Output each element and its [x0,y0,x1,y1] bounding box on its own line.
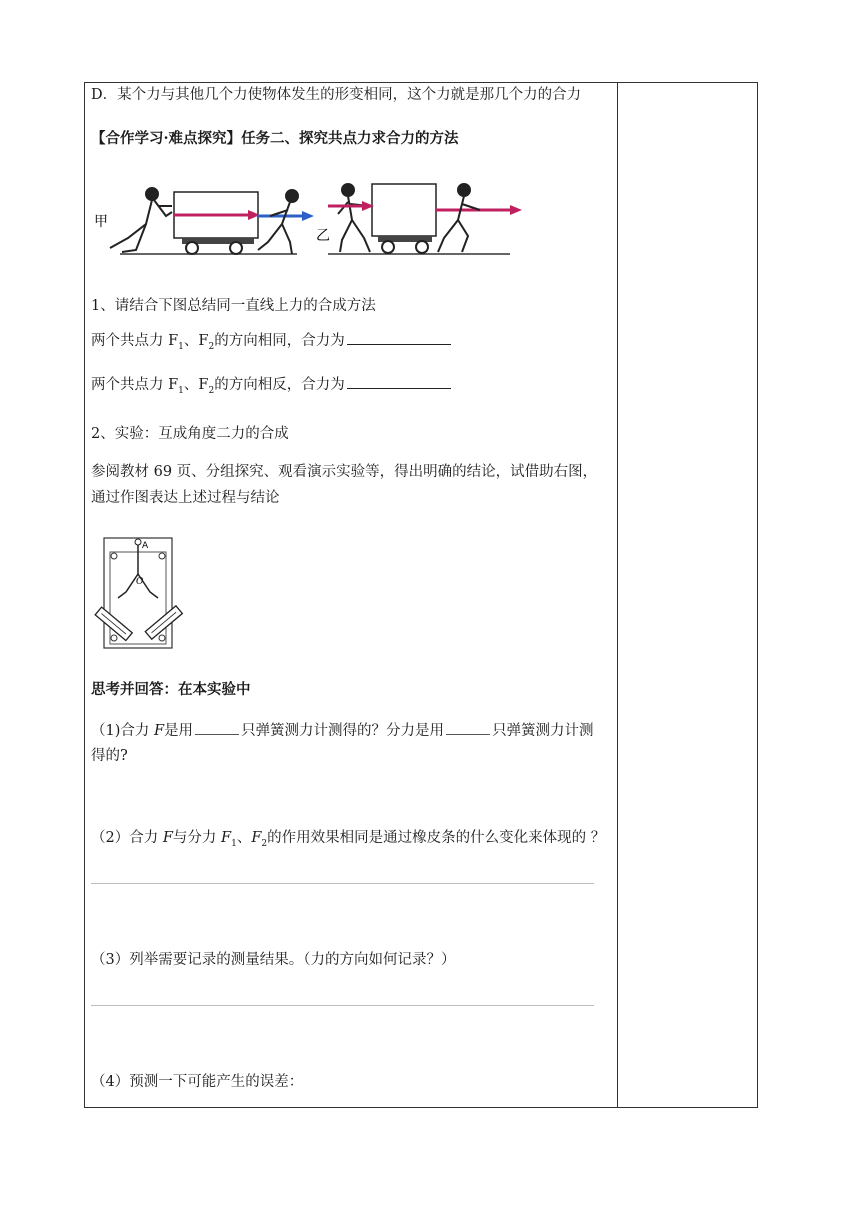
section-heading-bracket: 【合作学习·难点探究】 [91,130,242,147]
sub-question-3: （3）列举需要记录的测量结果。（力的方向如何记录？） [91,952,456,968]
sub-question-1-continued: 得的? [91,748,128,764]
sub1-text-c: 只弹簧测力计测得的？分力是用 [241,723,445,739]
sub2-symbol-f1: F [221,830,232,846]
sub2-text-a: （2）合力 [91,830,163,846]
option-d: D．某个力与其他几个力使物体发生的形变相同，这个力就是那几个力的合力 [91,87,582,103]
answer-line-2[interactable] [91,883,594,884]
same-direction-answer-blank[interactable] [347,330,451,345]
same-dir-sub2: 2 [208,341,215,352]
left-puller-person-icon [338,184,370,252]
sub-question-1 [91,720,594,741]
cart-box-yi [372,184,436,236]
instruction-line-2: 通过作图表达上述过程与结论 [91,490,280,506]
force-arrow-right-head [510,205,522,215]
sub1-symbol-f: F [154,723,165,739]
pusher-person-icon [110,188,172,252]
component-count-blank[interactable] [446,720,490,735]
opp-dir-mid: 、F [183,377,209,393]
section-heading [91,129,459,149]
opposite-direction-line [91,374,451,401]
label-point-a: A [142,541,149,551]
force-arrow-pull-head [302,211,314,221]
sub1-text-a: （1)合力 [91,723,154,739]
question-1: 1、请结合下图总结同一直线上力的合成方法 [91,298,376,314]
question-2: 2、实验：互成角度二力的合成 [91,426,289,442]
experiment-board-figure [88,534,192,656]
think-heading: 思考并回答：在本实验中 [91,681,251,698]
same-dir-mid: 、F [183,333,209,349]
sub2-text-d: 的作用效果相同是通过橡皮条的什么变化来体现的 ？ [267,830,606,846]
cart-wheel [382,241,394,253]
same-dir-suffix: 的方向相同，合力为 [214,333,345,349]
same-dir-prefix: 两个共点力 F [91,333,179,349]
sub2-sub2: 2 [261,838,268,849]
opp-dir-sub2: 2 [208,385,215,396]
label-point-o: O [136,577,144,587]
cart-wheel [416,241,428,253]
sub1-text-d: 只弹簧测力计测 [492,723,594,739]
cart-wheel [186,242,198,254]
sub1-text-b: 是用 [164,723,194,739]
sub2-text-c: 、 [236,830,252,846]
sub-question-2 [91,828,605,854]
answer-line-3[interactable] [91,1005,594,1006]
opp-dir-prefix: 两个共点力 F [91,377,179,393]
label-yi: 乙 [316,228,330,244]
sub2-sub1: 1 [231,838,237,849]
puller-person-icon [258,190,298,254]
section-heading-task: 任务二、探究共点力求合力的方法 [241,130,459,147]
same-dir-sub1: 1 [178,341,184,352]
cart-wheel [230,242,242,254]
opp-dir-suffix: 的方向相反，合力为 [214,377,345,393]
sub-question-4: （4）预测一下可能产生的误差： [91,1074,304,1090]
opposite-direction-answer-blank[interactable] [347,374,451,389]
table-column-divider [617,82,618,1108]
opp-dir-sub1: 1 [178,385,184,396]
same-direction-line [91,330,451,357]
resultant-count-blank[interactable] [195,720,239,735]
sub2-symbol-f: F [162,830,173,846]
sub2-symbol-f2: F [251,830,262,846]
cart-force-figure [92,180,532,258]
instruction-line-1: 参阅教材 69 页、分组探究、观看演示实验等，得出明确的结论，试借助右图， [91,464,598,480]
sub2-text-b: 与分力 [172,830,222,846]
label-jia: 甲 [94,214,108,230]
right-puller-person-icon [438,184,480,252]
